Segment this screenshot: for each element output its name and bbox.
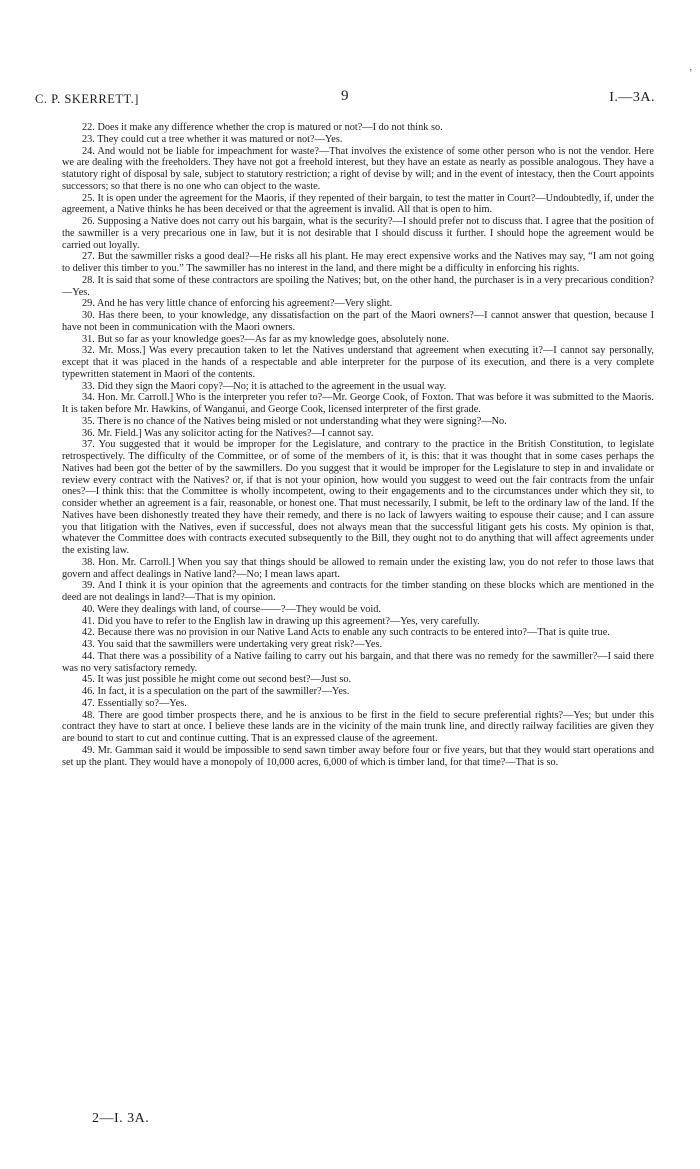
paragraph-47: 47. Essentially so?—Yes.: [82, 697, 187, 709]
paragraph-31: 31. But so far as your knowledge goes?—As far as my knowledge goes, absolutely none.: [82, 333, 449, 345]
paragraph-42: 42. Because there was no provision in our Native Land Acts to enable any such contracts to be entered into?—That is quite true.: [82, 627, 610, 639]
paragraph-24: 24. And would not be liable for impeachment for waste?—That involves the existence of some other person who is not the vendor. Here we are dealing with the freeholders. They have not got a freehold interest, but they have an estate as nearly as possible analogous. They have a statutory right of disposal by sale, subject to statutory restriction; a right of devise by will; and in the event of intestacy, then the Court appoints successors; so that there is no one who can object to the waste.: [62, 145, 654, 192]
paragraph-25: 25. It is open under the agreement for the Maoris, if they repented of their bargain, to test the matter in Court?—Undoubtedly, if, under the agreement, a Native thinks he has been deceived or that the agreement is invalid. All that is open to him.: [62, 192, 654, 216]
paragraph-22: 22. Does it make any difference whether the crop is matured or not?—I do not think so.: [82, 122, 443, 133]
paragraph-39: 39. And I think it is your opinion that the agreements and contracts for the timber standing on these blocks which are mentioned in the deed are not dealings in land?—That is my opinion.: [62, 580, 654, 603]
paragraph-27: 27. But the sawmiller risks a good deal?—He risks all his plant. He may erect expensive works and the Natives may say, “I am not going to deliver this timber to you.” The sawmiller has no interest in the land, and there might be a difficulty in enforcing his rights.: [62, 251, 654, 274]
paragraph-38: 38. Hon. Mr. Carroll.] When you say that things should be allowed to remain under the existing law, you do not refer to those laws that govern and affect dealings in Native land?—No; I mean laws apart.: [62, 556, 654, 580]
paragraph-37: 37. You suggested that it would be improper for the Legislature, and contrary to the practice in the British Constitution, to legislate retrospectively. The difficulty of the Committee, or of some of the members of it, is this: that it was thought that in some cases perhaps the Natives had been got the better of by the sawmillers. Do you suggest that it would be improper for the Legislature to step in and invalidate or review every contract with the Natives? or, if that is not your opinion, how would you suggest to weed out the fair contracts from the unfair ones?—I think this: that the Committee is wholly incompetent, owing to their engagements and to the circumstances under which they sit, to consider whether an agreement is a fair, reasonable, or honest one. That must necessarily, I submit, be left to the ordinary law of the land. If the Natives have been dishonestly treated they have their remedy, and there is no lack of lawyers waiting to espouse their cause; and I can assure you that litigation with the Natives, even if successful, does not always mean that the successful litigant gets his costs. My opinion is that, whatever the Committee does with contracts executed subsequently to the Bill, they ought not to do anything that will affect agreements under the existing law.: [62, 439, 654, 556]
paragraph-34: 34. Hon. Mr. Carroll.] Who is the interpreter you refer to?—Mr. George Cook, of Foxton. That was before it was submitted to the Maoris. It is taken before Mr. Hawkins, of Wanganui, and George Cook, licensed interpreter of the first grade.: [62, 392, 654, 415]
paragraph-45: 45. It was just possible he might come out second best?—Just so.: [82, 674, 352, 686]
paragraph-46: 46. In fact, it is a speculation on the part of the sawmiller?—Yes.: [82, 686, 350, 697]
paragraph-44: 44. That there was a possibility of a Native failing to carry out his bargain, and that there was no remedy for the sawmiller?—I said there was no very satisfactory remedy.: [62, 650, 654, 674]
signature-mark: 2—I. 3A.: [92, 1111, 150, 1126]
paragraph-48: 48. There are good timber prospects there, and he is anxious to be first in the field to secure preferential rights?—Yes; but under this contract they have to start at once. I believe these lands are in the vicinity of the main trunk line, and directly railway facilities are given they are bound to start to cut and continue cutting. That is an expressed clause of the agreement.: [62, 709, 654, 744]
paragraph-33: 33. Did they sign the Maori copy?—No; it is attached to the agreement in the usual way.: [82, 380, 447, 392]
paragraph-32: 32. Mr. Moss.] Was every precaution taken to let the Natives understand that agreement when executing it?—I cannot say personally, except that it was placed in the hands of a respectable and able interpreter for the purpose of its execution, and there is a very complete typewritten statement in Maori of the contents.: [62, 345, 654, 380]
paragraph-43: 43. You said that the sawmillers were undertaking very great risk?—Yes.: [82, 639, 383, 650]
paragraph-36: 36. Mr. Field.] Was any solicitor acting for the Natives?—I cannot say.: [82, 427, 374, 439]
paragraph-41: 41. Did you have to refer to the English law in drawing up this agreement?—Yes, very carefully.: [82, 615, 480, 627]
margin-mark: ,: [689, 62, 692, 73]
paragraph-29: 29. And he has very little chance of enforcing his agreement?—Very slight.: [82, 298, 393, 310]
paragraph-35: 35. There is no chance of the Natives being misled or not understanding what they were signing?—No.: [82, 415, 507, 427]
paragraph-30: 30. Has there been, to your knowledge, any dissatisfaction on the part of the Maori owners?—I cannot answer that question, because I have not been in communication with the Maori owners.: [62, 310, 654, 333]
page-header: [35, 88, 655, 108]
testimony-body: [62, 122, 654, 768]
paper-reference: I.—3A.: [609, 90, 655, 105]
header-witness-name: C. P. SKERRETT.]: [35, 92, 139, 106]
paragraph-40: 40. Were they dealings with land, of course——?—They would be void.: [82, 603, 381, 615]
paragraph-28: 28. It is said that some of these contractors are spoiling the Natives; but, on the other hand, the purchaser is in a very precarious condition?—Yes.: [62, 274, 654, 298]
paragraph-23: 23. They could cut a tree whether it was matured or not?—Yes.: [82, 133, 343, 145]
paragraph-26: 26. Supposing a Native does not carry out his bargain, what is the security?—I should prefer not to discuss that. I agree that the position of the sawmiller is a very precarious one in law, but it is not desirable that I should discuss it further. I should hope the agreement would be carried out loyally.: [62, 216, 654, 251]
paragraph-49: 49. Mr. Gamman said it would be impossible to send sawn timber away before four or five years, but that they would start operations and set up the plant. They would have a monopoly of 10,000 acres, 6,000 of which is timber land, for that time?—That is so.: [62, 744, 654, 768]
page-number: 9: [341, 88, 349, 104]
